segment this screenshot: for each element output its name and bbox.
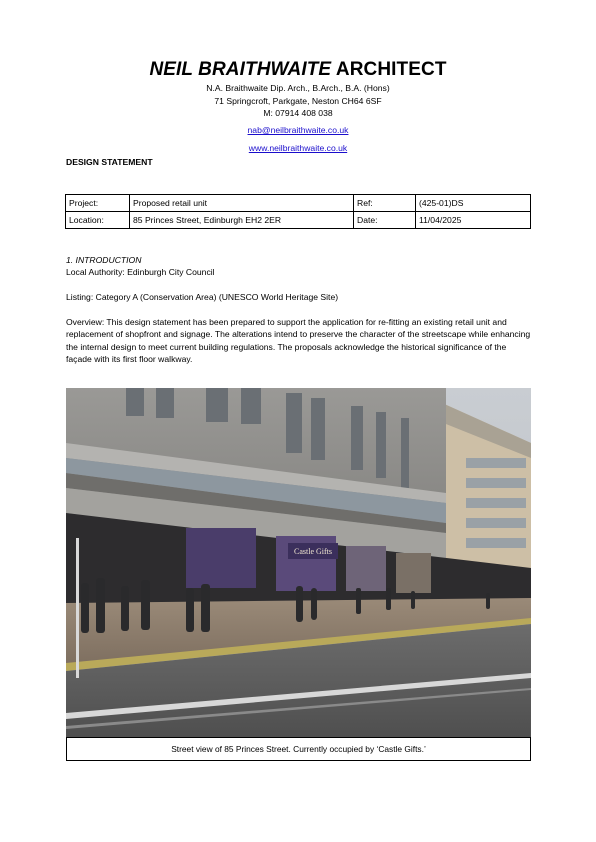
architect-name-italic: NEIL BRAITHWAITE: [149, 59, 332, 80]
ref-value: (425-01)DS: [416, 195, 531, 212]
qualifications: N.A. Braithwaite Dip. Arch., B.Arch., B.A. (Hons): [206, 83, 390, 93]
table-row: [66, 212, 531, 229]
location-label: Location:: [66, 212, 130, 229]
project-label: Project:: [66, 195, 130, 212]
listing-status: Listing: Category A (Conservation Area) (UNESCO World Heritage Site): [66, 292, 339, 302]
ref-label: Ref:: [354, 195, 416, 212]
street-photo: [66, 388, 531, 737]
project-value: Proposed retail unit: [130, 195, 354, 212]
address: 71 Springcroft, Parkgate, Neston CH64 6SF: [214, 95, 382, 106]
email-link[interactable]: nab@neilbraithwaite.co.uk: [247, 124, 349, 135]
street-view-image: [66, 388, 531, 737]
document-title: DESIGN STATEMENT: [66, 157, 153, 167]
website-link[interactable]: www.neilbraithwaite.co.uk: [248, 142, 348, 153]
overview-paragraph: Overview: This design statement has been prepared to support the application for re-fitting an existing retail unit and replacement of shopfront and signage. The alterations intend to preserve the character of the streetscape while enhancing the internal design to meet current building regulations. The proposals acknowledge the historical significance of the façade with its first floor walkway.: [66, 317, 531, 365]
mobile-number: M: 07914 408 038: [263, 108, 333, 119]
shop-sign-text: Castle Gifts: [294, 547, 332, 556]
location-value: 85 Princes Street, Edinburgh EH2 2ER: [130, 212, 354, 229]
section-heading: 1. INTRODUCTION: [66, 255, 142, 265]
table-row: [66, 195, 531, 212]
project-info-table: [65, 194, 531, 229]
date-value: 11/04/2025: [416, 212, 531, 229]
date-label: Date:: [354, 212, 416, 229]
architect-name: [0, 58, 596, 82]
local-authority: Local Authority: Edinburgh City Council: [66, 267, 215, 277]
architect-name-rest: ARCHITECT: [331, 59, 447, 80]
letterhead: [0, 58, 596, 156]
photo-caption: Street view of 85 Princes Street. Currently occupied by ‘Castle Gifts.’: [66, 737, 531, 761]
